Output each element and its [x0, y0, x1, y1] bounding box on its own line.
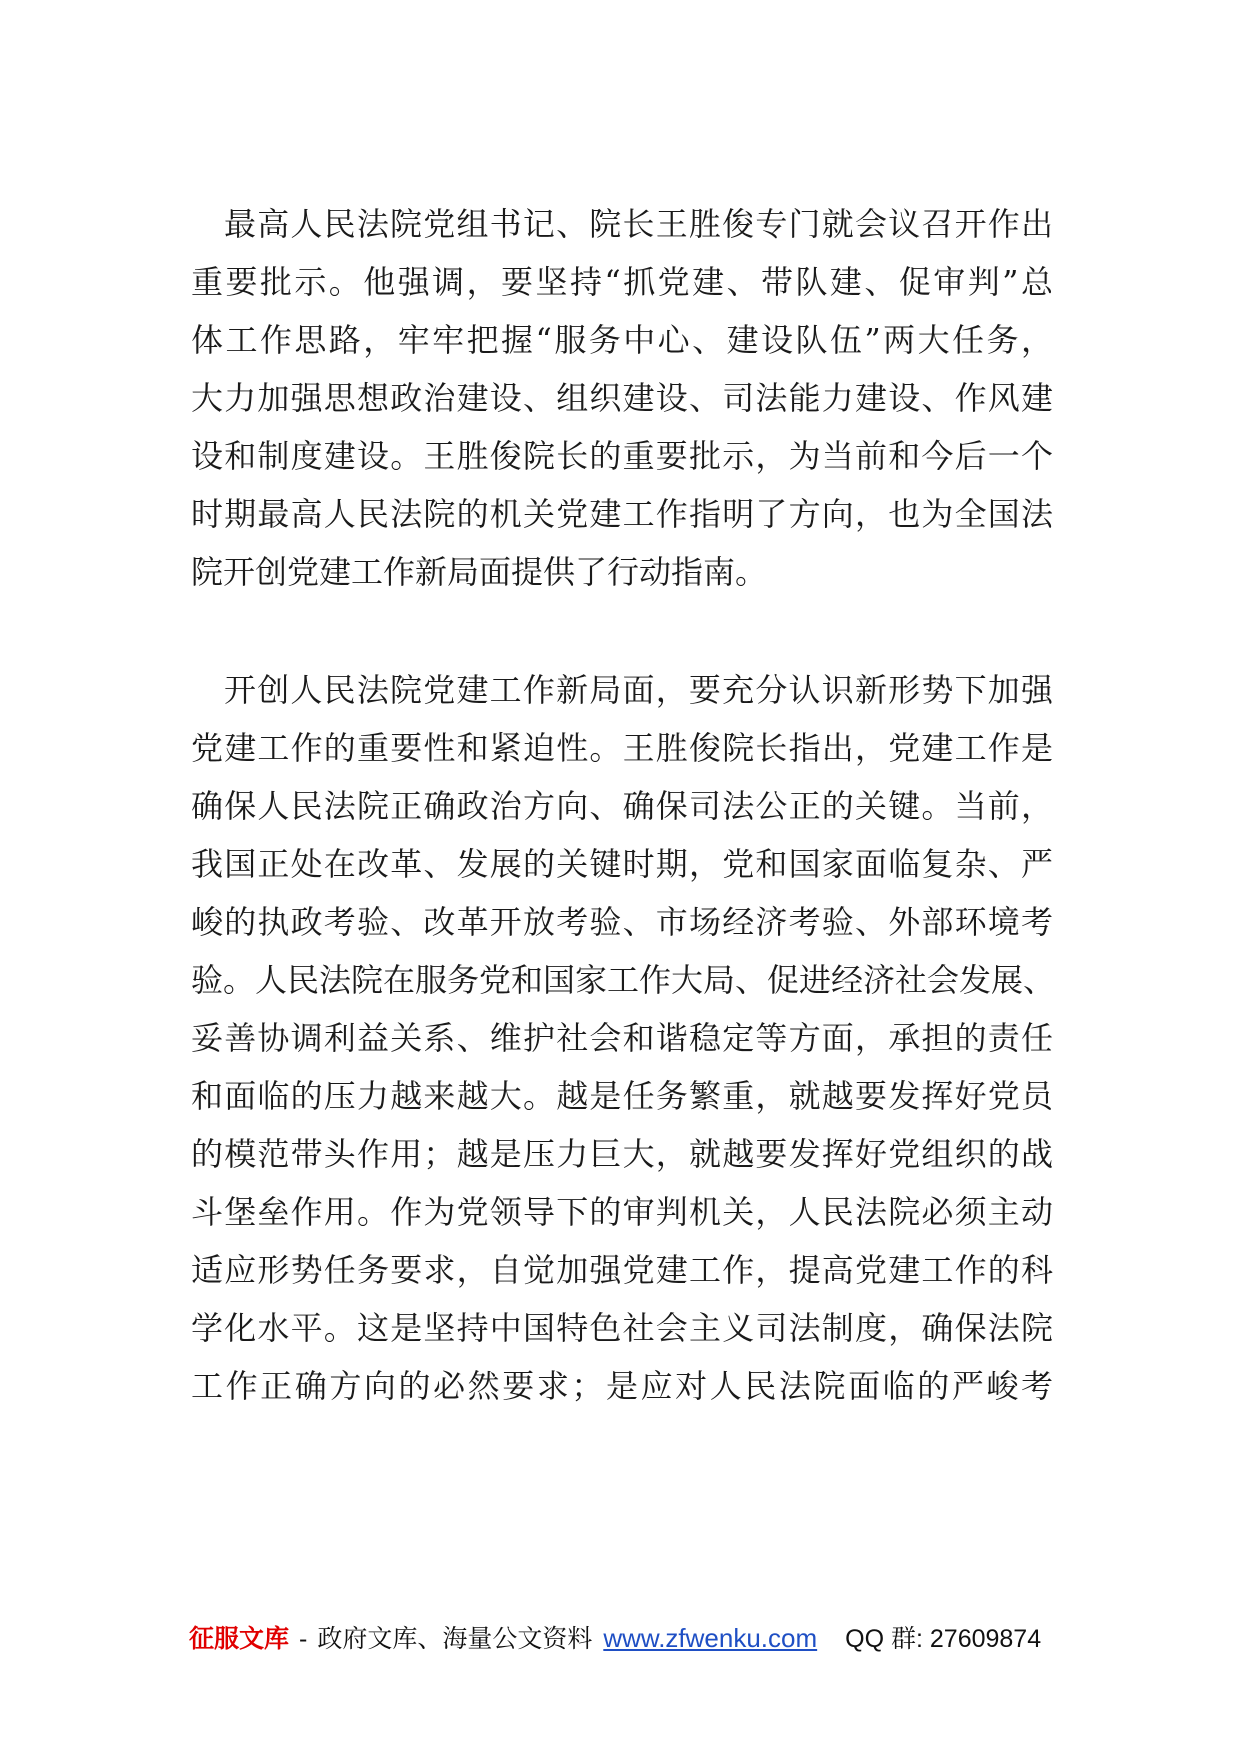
paragraph-line: 院开创党建工作新局面提供了行动指南。 [191, 553, 768, 591]
paragraph-line: 我国正处在改革、发展的关键时期，党和国家面临复杂、严 [191, 845, 1053, 883]
footer-separator: - [299, 1625, 308, 1653]
paragraph-line: 最高人民法院党组书记、院长王胜俊专门就会议召开作出 [224, 205, 1053, 243]
paragraph-line: 验。人民法院在服务党和国家工作大局、促进经济社会发展、 [191, 961, 1056, 999]
paragraph-line: 体工作思路，牢牢把握“服务中心、建设队伍”两大任务， [191, 321, 1053, 359]
paragraph-line: 党建工作的重要性和紧迫性。王胜俊院长指出，党建工作是 [191, 729, 1053, 767]
footer-brand: 征服文库 [189, 1625, 290, 1653]
paragraph-line: 开创人民法院党建工作新局面，要充分认识新形势下加强 [224, 671, 1053, 709]
paragraph-line: 工作正确方向的必然要求；是应对人民法院面临的严峻考 [191, 1367, 1053, 1405]
paragraph-line: 重要批示。他强调，要坚持“抓党建、带队建、促审判”总 [191, 263, 1053, 301]
paragraph-line: 大力加强思想政治建设、组织建设、司法能力建设、作风建 [191, 379, 1053, 417]
paragraph-line: 时期最高人民法院的机关党建工作指明了方向，也为全国法 [191, 495, 1053, 533]
footer-website-link[interactable]: www.zfwenku.com [603, 1623, 818, 1653]
paragraph-line: 峻的执政考验、改革开放考验、市场经济考验、外部环境考 [191, 903, 1053, 941]
footer-description: 政府文库、海量公文资料 [317, 1625, 593, 1653]
paragraph-line: 斗堡垒作用。作为党领导下的审判机关，人民法院必须主动 [191, 1193, 1053, 1231]
paragraph-line: 和面临的压力越来越大。越是任务繁重，就越要发挥好党员 [191, 1077, 1053, 1115]
footer-banner [189, 1617, 1059, 1659]
paragraph-line: 妥善协调利益关系、维护社会和谐稳定等方面，承担的责任 [191, 1019, 1053, 1057]
paragraph-line: 学化水平。这是坚持中国特色社会主义司法制度，确保法院 [191, 1309, 1053, 1347]
paragraph-line: 适应形势任务要求，自觉加强党建工作，提高党建工作的科 [191, 1251, 1053, 1289]
paragraph-line: 的模范带头作用；越是压力巨大，就越要发挥好党组织的战 [191, 1135, 1053, 1173]
footer-qq-group: QQ 群: 27609874 [845, 1625, 1042, 1653]
paragraph-line: 设和制度建设。王胜俊院长的重要批示，为当前和今后一个 [191, 437, 1053, 475]
paragraph-line: 确保人民法院正确政治方向、确保司法公正的关键。当前， [191, 787, 1053, 825]
